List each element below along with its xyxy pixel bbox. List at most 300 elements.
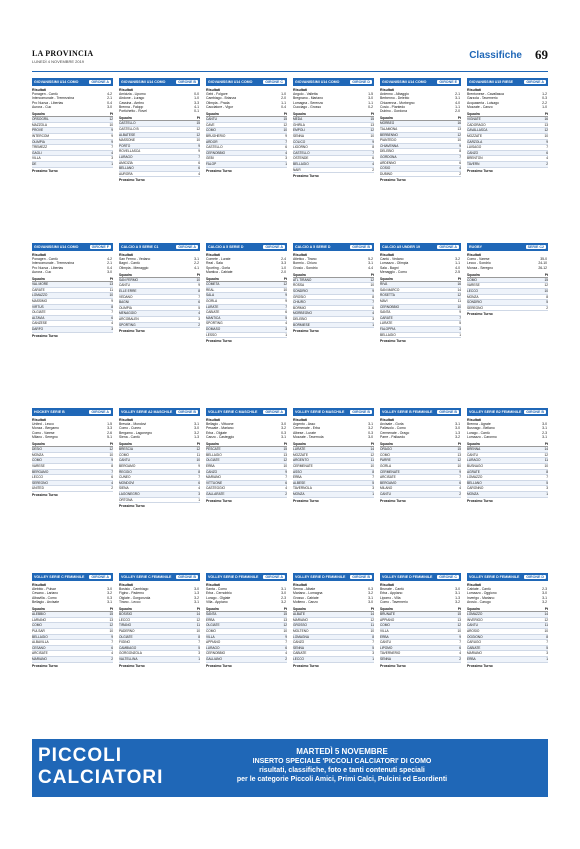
- league-box: [380, 78, 461, 241]
- next-round-label: Prossimo Turno: [32, 168, 58, 173]
- group-tag: GIRONE B: [352, 575, 370, 579]
- team-points: 12: [196, 127, 200, 132]
- standings-table: [206, 447, 287, 497]
- team-points: 11: [544, 623, 548, 628]
- team-points: 9: [459, 143, 461, 148]
- standings-row: [119, 172, 200, 178]
- match-score: 3-2: [194, 595, 199, 600]
- team-name: LECCO: [467, 289, 478, 294]
- match-result: [380, 109, 461, 113]
- team-name: CASTELLO: [293, 150, 310, 155]
- match-score: 35-0: [540, 257, 547, 261]
- team-name: ALTAVIA: [32, 315, 45, 320]
- match-teams: Ponagen - Cantù: [32, 257, 58, 261]
- match-score: 3-1: [455, 591, 460, 596]
- match-teams: Lurago - Cantù: [467, 430, 490, 435]
- match-score: 0-2: [368, 104, 373, 109]
- header-rule: [32, 71, 548, 72]
- team-name: PIANTEDO: [380, 138, 397, 143]
- match-score: 1-0: [542, 104, 547, 109]
- team-points: 7: [111, 640, 113, 645]
- team-name: SAN MARCO: [380, 287, 400, 292]
- match-teams: Villa - Appiano: [206, 599, 228, 604]
- team-name: COMO: [119, 452, 129, 457]
- team-points: 13: [457, 617, 461, 622]
- match-score: 2-0: [455, 109, 460, 114]
- match-teams: Grosio - Sondrio: [293, 265, 318, 270]
- team-points: 7: [111, 469, 113, 474]
- standings-row: [293, 323, 374, 329]
- match-score: 1-2: [542, 92, 547, 96]
- match-result: [119, 109, 200, 113]
- results-label: Risultati: [32, 88, 47, 92]
- team-name: MARIANO: [467, 651, 482, 656]
- team-points: 6: [285, 310, 287, 315]
- match-teams: Amicizia - Lipomo: [119, 92, 146, 96]
- match-teams: Cantù - Vedano: [380, 257, 404, 261]
- team-points: 7: [459, 640, 461, 645]
- team-name: ORSOGRIL: [32, 117, 49, 122]
- team-name: DESIO: [32, 447, 42, 452]
- match-score: 3-2: [281, 426, 286, 431]
- team-name: MEDA: [293, 117, 303, 122]
- league-header: [380, 408, 461, 416]
- league-name: VOLLEY SERIE D FEMMINILE: [469, 575, 520, 579]
- team-name: MONDOVI: [119, 480, 135, 485]
- team-name: SANTA: [380, 310, 391, 315]
- team-points: 12: [109, 447, 113, 452]
- league-box: [467, 78, 548, 241]
- match-teams: Cassina - Ambro: [119, 100, 145, 105]
- team-name: REAL: [206, 287, 215, 292]
- team-points: 1: [198, 497, 200, 502]
- group-tag: GIRONE A: [91, 575, 109, 579]
- match-teams: Cermenate - Erba: [293, 426, 320, 431]
- team-name: CANTU: [206, 117, 217, 122]
- team-points: 4: [372, 161, 374, 166]
- team-name: DOMASO: [206, 326, 221, 331]
- team-points: 15: [109, 612, 113, 617]
- match-result: [32, 435, 113, 439]
- team-name: MONZA: [467, 294, 479, 299]
- team-name: DELEBIO: [293, 317, 307, 322]
- league-header: [32, 408, 113, 416]
- team-name: PULSAR: [32, 628, 45, 633]
- group-tag: GIRONE D: [352, 80, 370, 84]
- team-points: 12: [370, 452, 374, 457]
- team-name: UNITED: [32, 486, 44, 491]
- standings-table: [293, 612, 374, 662]
- team-name: MAZZOLA: [32, 122, 48, 127]
- team-name: MONZA: [293, 491, 305, 496]
- standings-points-label: Pt: [196, 116, 200, 121]
- results-label: Risultati: [119, 418, 134, 422]
- team-points: 10: [457, 138, 461, 143]
- match-teams: Sporting - Gorla: [206, 265, 230, 270]
- team-name: GEBI: [206, 156, 214, 161]
- team-points: 9: [285, 634, 287, 639]
- results-label: Risultati: [380, 88, 395, 92]
- league-name: GIOVANISSIMI U14 COMO: [208, 80, 253, 84]
- match-score: 3-0: [281, 422, 286, 426]
- standings-points-label: Pt: [283, 442, 287, 447]
- match-teams: Mozzate - Tavernola: [293, 434, 324, 439]
- standings-table: [32, 117, 113, 167]
- team-name: CASTELLO: [206, 145, 223, 150]
- team-name: CANTU: [380, 491, 391, 496]
- team-name: ASSO: [293, 469, 302, 474]
- team-name: ERBA: [293, 475, 302, 480]
- league-header: [380, 78, 461, 86]
- team-name: PARRE: [380, 458, 391, 463]
- standings-table: [119, 278, 200, 328]
- team-points: 12: [370, 617, 374, 622]
- team-name: OGGIONO: [467, 634, 483, 639]
- team-points: 5: [198, 645, 200, 650]
- match-teams: Dubino - Gordona: [380, 109, 407, 114]
- match-teams: Tirano - Lecco: [119, 599, 141, 604]
- match-score: 3-1: [281, 434, 286, 439]
- match-teams: Pallavolo - Como: [380, 426, 406, 431]
- match-score: 2-2: [194, 261, 199, 266]
- team-name: BOSISIO: [119, 612, 133, 617]
- team-points: 12: [283, 458, 287, 463]
- team-name: OLGIATE: [32, 310, 46, 315]
- team-points: 4: [198, 486, 200, 491]
- match-teams: Olimpia - Menaggio: [119, 265, 149, 270]
- team-name: CASTELLO: [119, 121, 136, 126]
- standings-points-label: Pt: [283, 112, 287, 117]
- logo-line-2: CALCIATORI: [38, 767, 164, 788]
- team-points: 7: [285, 304, 287, 309]
- league-name: VOLLEY SERIE D FEMMINILE: [382, 575, 433, 579]
- team-name: ALBATE: [293, 612, 305, 617]
- team-points: 9: [285, 469, 287, 474]
- team-points: 13: [283, 452, 287, 457]
- results-row: [32, 78, 548, 241]
- team-points: 3: [285, 156, 287, 161]
- match-teams: Busnago - Bellano: [467, 426, 495, 431]
- match-teams: Portichetto - Rovel: [119, 109, 147, 114]
- next-round-label: Prossimo Turno: [206, 339, 232, 344]
- team-points: 10: [109, 628, 113, 633]
- standings-team-label: Squadra: [206, 112, 219, 117]
- standings-team-label: Squadra: [119, 607, 132, 612]
- match-score: 24-10: [538, 261, 547, 266]
- team-points: 6: [372, 305, 374, 310]
- team-name: SEREGNO: [32, 480, 48, 485]
- team-name: CARUGO: [467, 640, 481, 645]
- match-score: 2-6: [107, 430, 112, 435]
- team-points: 3: [372, 651, 374, 656]
- standings-team-label: Squadra: [467, 442, 480, 447]
- team-points: 6: [111, 315, 113, 320]
- match-score: 3-2: [542, 599, 547, 604]
- promo-banner[interactable]: [32, 739, 548, 797]
- next-round-label: Prossimo Turno: [119, 504, 145, 509]
- team-points: 3: [372, 317, 374, 322]
- team-points: 7: [459, 315, 461, 320]
- team-points: 7: [285, 139, 287, 144]
- team-name: DUBINO: [380, 171, 393, 176]
- standings-row: [119, 498, 200, 504]
- standings-points-label: Pt: [370, 112, 374, 117]
- team-points: 4: [285, 651, 287, 656]
- group-tag: GIRONE E: [439, 80, 457, 84]
- team-name: AROSIO: [467, 628, 480, 633]
- team-points: 9: [198, 143, 200, 148]
- league-name: VOLLEY SERIE B2 FEMMINILE: [469, 410, 522, 414]
- team-name: APPIANO: [206, 640, 221, 645]
- team-points: 1: [372, 322, 374, 327]
- standings-team-label: Squadra: [206, 277, 219, 282]
- standings-table: [293, 278, 374, 328]
- match-score: 5-1: [107, 434, 112, 439]
- standings-table: [380, 121, 461, 177]
- league-name: VOLLEY SERIE C MASCHILE: [208, 410, 258, 414]
- match-teams: Lipomo - Villa: [380, 595, 401, 600]
- team-points: 12: [196, 447, 200, 452]
- league-box: [293, 408, 374, 571]
- team-points: 9: [285, 133, 287, 138]
- team-points: 11: [544, 458, 548, 463]
- match-result: [206, 105, 287, 109]
- team-name: BELLAGIO: [32, 634, 48, 639]
- match-result: [119, 600, 200, 604]
- league-header: [119, 573, 200, 581]
- team-name: LECCO: [119, 617, 130, 622]
- league-box: [206, 78, 287, 241]
- team-name: ORAGO: [380, 447, 392, 452]
- results-label: Risultati: [467, 253, 482, 257]
- team-points: 4: [546, 156, 548, 161]
- standings-points-label: Pt: [109, 442, 113, 447]
- next-round-label: Prossimo Turno: [293, 498, 319, 503]
- league-name: CALCIO A 5 SERIE D: [295, 245, 331, 249]
- team-points: 13: [283, 617, 287, 622]
- team-points: 12: [457, 623, 461, 628]
- results-row: [32, 408, 548, 571]
- team-points: 9: [198, 463, 200, 468]
- team-name: CANZO: [206, 469, 218, 474]
- league-box: [119, 573, 200, 736]
- team-name: ARDOR: [206, 139, 218, 144]
- team-points: 5: [546, 480, 548, 485]
- team-points: 7: [546, 475, 548, 480]
- team-points: 16: [544, 117, 548, 122]
- team-points: 12: [544, 128, 548, 133]
- match-result: [32, 270, 113, 274]
- match-result: [206, 600, 287, 604]
- standings-team-label: Squadra: [293, 272, 306, 277]
- match-teams: Real - Sala: [206, 261, 223, 266]
- team-name: GORGONZOLA: [119, 651, 142, 656]
- team-points: 12: [283, 282, 287, 287]
- team-points: 3: [285, 326, 287, 331]
- banner-categories: per le categorie Piccoli Amici, Primi Calci, Pulcini ed Esordienti: [236, 776, 448, 783]
- team-name: CANTU: [380, 640, 391, 645]
- team-points: 3: [111, 326, 113, 331]
- match-score: 3-0: [542, 591, 547, 596]
- match-result: [119, 435, 200, 439]
- team-points: 6: [285, 480, 287, 485]
- standings-team-label: Squadra: [293, 112, 306, 117]
- team-points: 10: [544, 133, 548, 138]
- league-box: [467, 408, 548, 571]
- standings-team-label: Squadra: [32, 442, 45, 447]
- match-score: 2-1: [107, 261, 112, 266]
- standings-row: [293, 657, 374, 663]
- team-points: 5: [372, 480, 374, 485]
- team-points: 2: [546, 161, 548, 166]
- match-score: 4-0: [455, 100, 460, 105]
- team-name: LOMAZZO: [32, 293, 48, 298]
- match-score: 1-1: [281, 100, 286, 105]
- team-points: 7: [198, 294, 200, 299]
- match-score: 0-0: [194, 92, 199, 96]
- league-box: [32, 408, 113, 571]
- match-score: 2-1: [107, 96, 112, 101]
- team-name: SANTA: [206, 612, 217, 617]
- team-points: 10: [283, 128, 287, 133]
- team-name: LECCO: [293, 656, 304, 661]
- match-teams: Grosso - Cabiate: [293, 595, 319, 600]
- page-number: 69: [535, 47, 548, 62]
- team-points: 8: [372, 145, 374, 150]
- team-points: 6: [285, 645, 287, 650]
- team-name: CANTU: [119, 458, 130, 463]
- team-name: LOMAZZO: [467, 475, 483, 480]
- team-name: LIGORNO: [293, 145, 308, 150]
- team-name: CERNOBBIO: [206, 150, 226, 155]
- next-round-label: Prossimo Turno: [380, 339, 406, 344]
- team-points: 4: [285, 486, 287, 491]
- match-teams: Olgiate - Gorgonzola: [119, 595, 151, 600]
- team-points: 13: [370, 122, 374, 127]
- team-points: 8: [111, 304, 113, 309]
- team-points: 6: [459, 480, 461, 485]
- standings-table: [467, 612, 548, 662]
- team-name: BORMIESE: [293, 322, 310, 327]
- match-teams: Como - Cuneo: [119, 426, 142, 431]
- match-score: 4-0: [455, 265, 460, 270]
- team-points: 3: [546, 651, 548, 656]
- team-points: 13: [457, 127, 461, 132]
- team-points: 2: [372, 167, 374, 172]
- standings-table: [206, 117, 287, 167]
- team-points: 4: [459, 166, 461, 171]
- standings-table: [32, 612, 113, 662]
- standings-team-label: Squadra: [293, 607, 306, 612]
- team-points: 5: [372, 645, 374, 650]
- match-score: 3-3: [194, 100, 199, 105]
- team-name: LECCO: [32, 475, 43, 480]
- match-score: 3-3: [107, 426, 112, 431]
- team-name: CASTELLO B: [119, 127, 139, 132]
- team-name: AGRATE: [467, 469, 480, 474]
- team-name: ROSSA: [293, 283, 305, 288]
- group-tag: GIRONE B: [178, 80, 196, 84]
- league-box: [206, 243, 287, 406]
- team-name: COMO: [380, 452, 390, 457]
- standings-points-label: Pt: [109, 112, 113, 117]
- team-points: 15: [544, 277, 548, 282]
- team-name: LARIANO: [32, 617, 46, 622]
- match-result: [380, 270, 461, 274]
- team-name: LURAGO: [119, 155, 133, 160]
- team-points: 9: [459, 310, 461, 315]
- match-teams: Cabiate - Cantù: [467, 587, 491, 591]
- standings-points-label: Pt: [196, 272, 200, 277]
- team-points: 1: [285, 161, 287, 166]
- match-teams: Brescia - Mondovì: [119, 422, 147, 426]
- team-name: INTERCOM: [32, 133, 49, 138]
- league-name: GIOVANISSIMI U14 COMO: [382, 80, 427, 84]
- team-name: BAGNI: [119, 300, 129, 305]
- results-label: Risultati: [293, 583, 308, 587]
- match-teams: Bellagio - Arcisate: [32, 599, 60, 604]
- league-box: [119, 408, 200, 571]
- team-name: MORBEG: [380, 121, 395, 126]
- match-score: 2-5: [455, 269, 460, 274]
- league-header: [119, 78, 200, 86]
- team-points: 5: [285, 315, 287, 320]
- team-points: 5: [546, 645, 548, 650]
- team-name: VIGNATE: [467, 117, 481, 122]
- team-points: 9: [198, 149, 200, 154]
- match-score: 0-1: [194, 109, 199, 114]
- match-teams: Brunate - Cantù: [380, 587, 404, 591]
- team-name: MONZA: [467, 491, 479, 496]
- standings-team-label: Squadra: [467, 607, 480, 612]
- match-score: 3-2: [368, 591, 373, 596]
- standings-row: [467, 492, 548, 498]
- team-points: 7: [198, 640, 200, 645]
- match-score: 3-1: [455, 96, 460, 101]
- team-name: MONZA: [32, 452, 44, 457]
- team-points: 12: [196, 132, 200, 137]
- team-points: 14: [370, 612, 374, 617]
- section-title: Classifiche: [469, 50, 522, 61]
- group-tag: GIRONE B: [178, 575, 196, 579]
- team-name: OLIMPIA: [119, 305, 132, 310]
- next-round-label: Prossimo Turno: [467, 312, 493, 317]
- match-teams: Como - Varese: [467, 257, 490, 261]
- team-name: ALEBBIO: [32, 612, 46, 617]
- team-name: INVERIGO: [467, 617, 483, 622]
- team-points: 8: [546, 294, 548, 299]
- match-teams: Pro Nuova - Libertas: [32, 265, 64, 270]
- team-points: 7: [372, 150, 374, 155]
- team-name: MOLTENO: [293, 628, 309, 633]
- team-name: MARIANO: [32, 656, 47, 661]
- team-name: VALTELLINA: [119, 656, 138, 661]
- standings-table: [119, 447, 200, 503]
- group-tag: GIRONE B: [352, 410, 370, 414]
- team-name: PESCATE: [206, 447, 221, 452]
- team-name: CABIATE: [467, 645, 481, 650]
- team-name: BRENNA: [467, 447, 481, 452]
- match-score: 2-2: [542, 100, 547, 105]
- standings-row: [119, 657, 200, 663]
- team-points: 15: [457, 612, 461, 617]
- match-score: 3-1: [542, 434, 547, 439]
- team-name: BELLANO: [467, 480, 482, 485]
- next-round-label: Prossimo Turno: [119, 329, 145, 334]
- team-name: GAGLI: [32, 150, 42, 155]
- team-points: 5: [546, 300, 548, 305]
- team-name: SPORTING: [119, 322, 136, 327]
